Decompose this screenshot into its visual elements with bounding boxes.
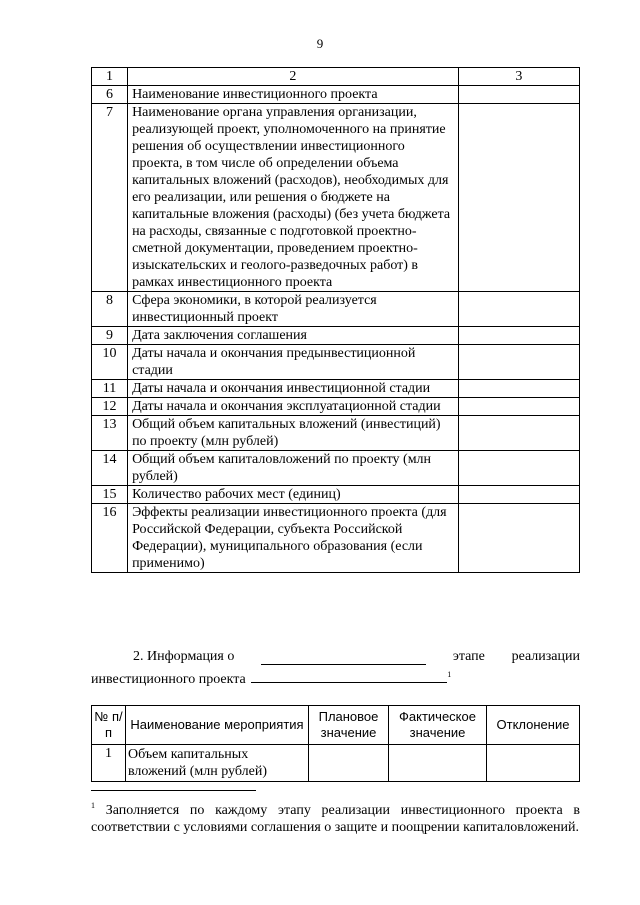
section-2-intro: 2. Информация о bbox=[133, 649, 235, 664]
header-number: № п/п bbox=[92, 706, 126, 745]
section-2-project-label: инвестиционного проекта bbox=[91, 672, 246, 687]
header-actual: Фактическое значение bbox=[389, 706, 487, 745]
header-planned: Плановое значение bbox=[309, 706, 389, 745]
row-actual-value[interactable] bbox=[389, 745, 487, 782]
row-number: 1 bbox=[92, 745, 126, 782]
table-row bbox=[92, 345, 580, 380]
row-label: Общий объем капитальных вложений (инвестиций) по проекту (млн рублей) bbox=[128, 416, 459, 451]
row-label: Даты начала и окончания предынвестиционной стадии bbox=[128, 345, 459, 380]
table-row bbox=[92, 86, 580, 104]
row-label: Дата заключения соглашения bbox=[128, 327, 459, 345]
row-label: Наименование инвестиционного проекта bbox=[128, 86, 459, 104]
footnote-mark: 1 bbox=[91, 801, 95, 810]
table-row bbox=[92, 380, 580, 398]
row-number: 10 bbox=[92, 345, 128, 380]
table-row bbox=[92, 327, 580, 345]
row-label: Даты начала и окончания эксплуатационной стадии bbox=[128, 398, 459, 416]
row-value[interactable] bbox=[458, 104, 579, 292]
section-2-heading bbox=[91, 648, 580, 665]
row-value[interactable] bbox=[458, 345, 579, 380]
row-number: 13 bbox=[92, 416, 128, 451]
header-measure-name: Наименование мероприятия bbox=[126, 706, 309, 745]
stage-blank-field[interactable] bbox=[261, 649, 426, 665]
header-deviation: Отклонение bbox=[487, 706, 580, 745]
row-measure-name: Объем капитальных вложений (млн рублей) bbox=[126, 745, 309, 782]
header-col-3: 3 bbox=[458, 68, 579, 86]
header-col-1: 1 bbox=[92, 68, 128, 86]
row-deviation-value[interactable] bbox=[487, 745, 580, 782]
section-2-word-realization: реализации bbox=[511, 649, 580, 664]
table-row bbox=[92, 486, 580, 504]
table-header-row bbox=[92, 706, 580, 745]
table-row bbox=[92, 745, 580, 782]
row-number: 7 bbox=[92, 104, 128, 292]
page-number: 9 bbox=[316, 36, 324, 51]
row-label: Даты начала и окончания инвестиционной стадии bbox=[128, 380, 459, 398]
row-value[interactable] bbox=[458, 504, 579, 573]
row-value[interactable] bbox=[458, 292, 579, 327]
section-2-word-stage: этапе bbox=[452, 649, 485, 664]
row-label: Наименование органа управления организации, реализующей проект, уполномоченного на принятие решения об осуществлении инвестиционного проекта, в том числе об определении объема капитальных вложений (расходов), необходимых для его реализации, или решения о бюджете на капитальные вложения (расходы) (без учета бюджета на расходы, связанные с подготовкой проектно-сметной документации, проведением проектно-изыскательских и геолого-разведочных работ) в рамках инвестиционного проекта bbox=[128, 104, 459, 292]
row-value[interactable] bbox=[458, 486, 579, 504]
stage-measures-table bbox=[91, 705, 580, 782]
table-row bbox=[92, 292, 580, 327]
table-header-row bbox=[92, 68, 580, 86]
row-number: 12 bbox=[92, 398, 128, 416]
table-row bbox=[92, 416, 580, 451]
row-planned-value[interactable] bbox=[309, 745, 389, 782]
row-number: 14 bbox=[92, 451, 128, 486]
project-blank-field[interactable] bbox=[251, 667, 447, 683]
table-row bbox=[92, 451, 580, 486]
footnote-text: Заполняется по каждому этапу реализации инвестиционного проекта в соответствии с условиями соглашения о защите и поощрении капиталовложений. bbox=[91, 803, 581, 835]
table-row bbox=[92, 504, 580, 573]
row-number: 16 bbox=[92, 504, 128, 573]
table-row bbox=[92, 104, 580, 292]
footnote-separator bbox=[91, 790, 256, 791]
row-number: 11 bbox=[92, 380, 128, 398]
table-row bbox=[92, 398, 580, 416]
row-number: 9 bbox=[92, 327, 128, 345]
row-label: Сфера экономики, в которой реализуется инвестиционный проект bbox=[128, 292, 459, 327]
row-label: Количество рабочих мест (единиц) bbox=[128, 486, 459, 504]
row-number: 15 bbox=[92, 486, 128, 504]
row-value[interactable] bbox=[458, 451, 579, 486]
footnote-ref: 1 bbox=[447, 670, 452, 679]
row-label: Эффекты реализации инвестиционного проекта (для Российской Федерации, субъекта Российской Федерации), муниципального образования (если применимо) bbox=[128, 504, 459, 573]
row-label: Общий объем капиталовложений по проекту (млн рублей) bbox=[128, 451, 459, 486]
row-value[interactable] bbox=[458, 86, 579, 104]
row-value[interactable] bbox=[458, 327, 579, 345]
row-value[interactable] bbox=[458, 416, 579, 451]
header-col-2: 2 bbox=[128, 68, 459, 86]
row-value[interactable] bbox=[458, 398, 579, 416]
section-2-line-2 bbox=[91, 666, 580, 688]
row-number: 6 bbox=[92, 86, 128, 104]
project-info-table bbox=[91, 67, 580, 573]
footnote bbox=[91, 797, 580, 836]
row-value[interactable] bbox=[458, 380, 579, 398]
row-number: 8 bbox=[92, 292, 128, 327]
